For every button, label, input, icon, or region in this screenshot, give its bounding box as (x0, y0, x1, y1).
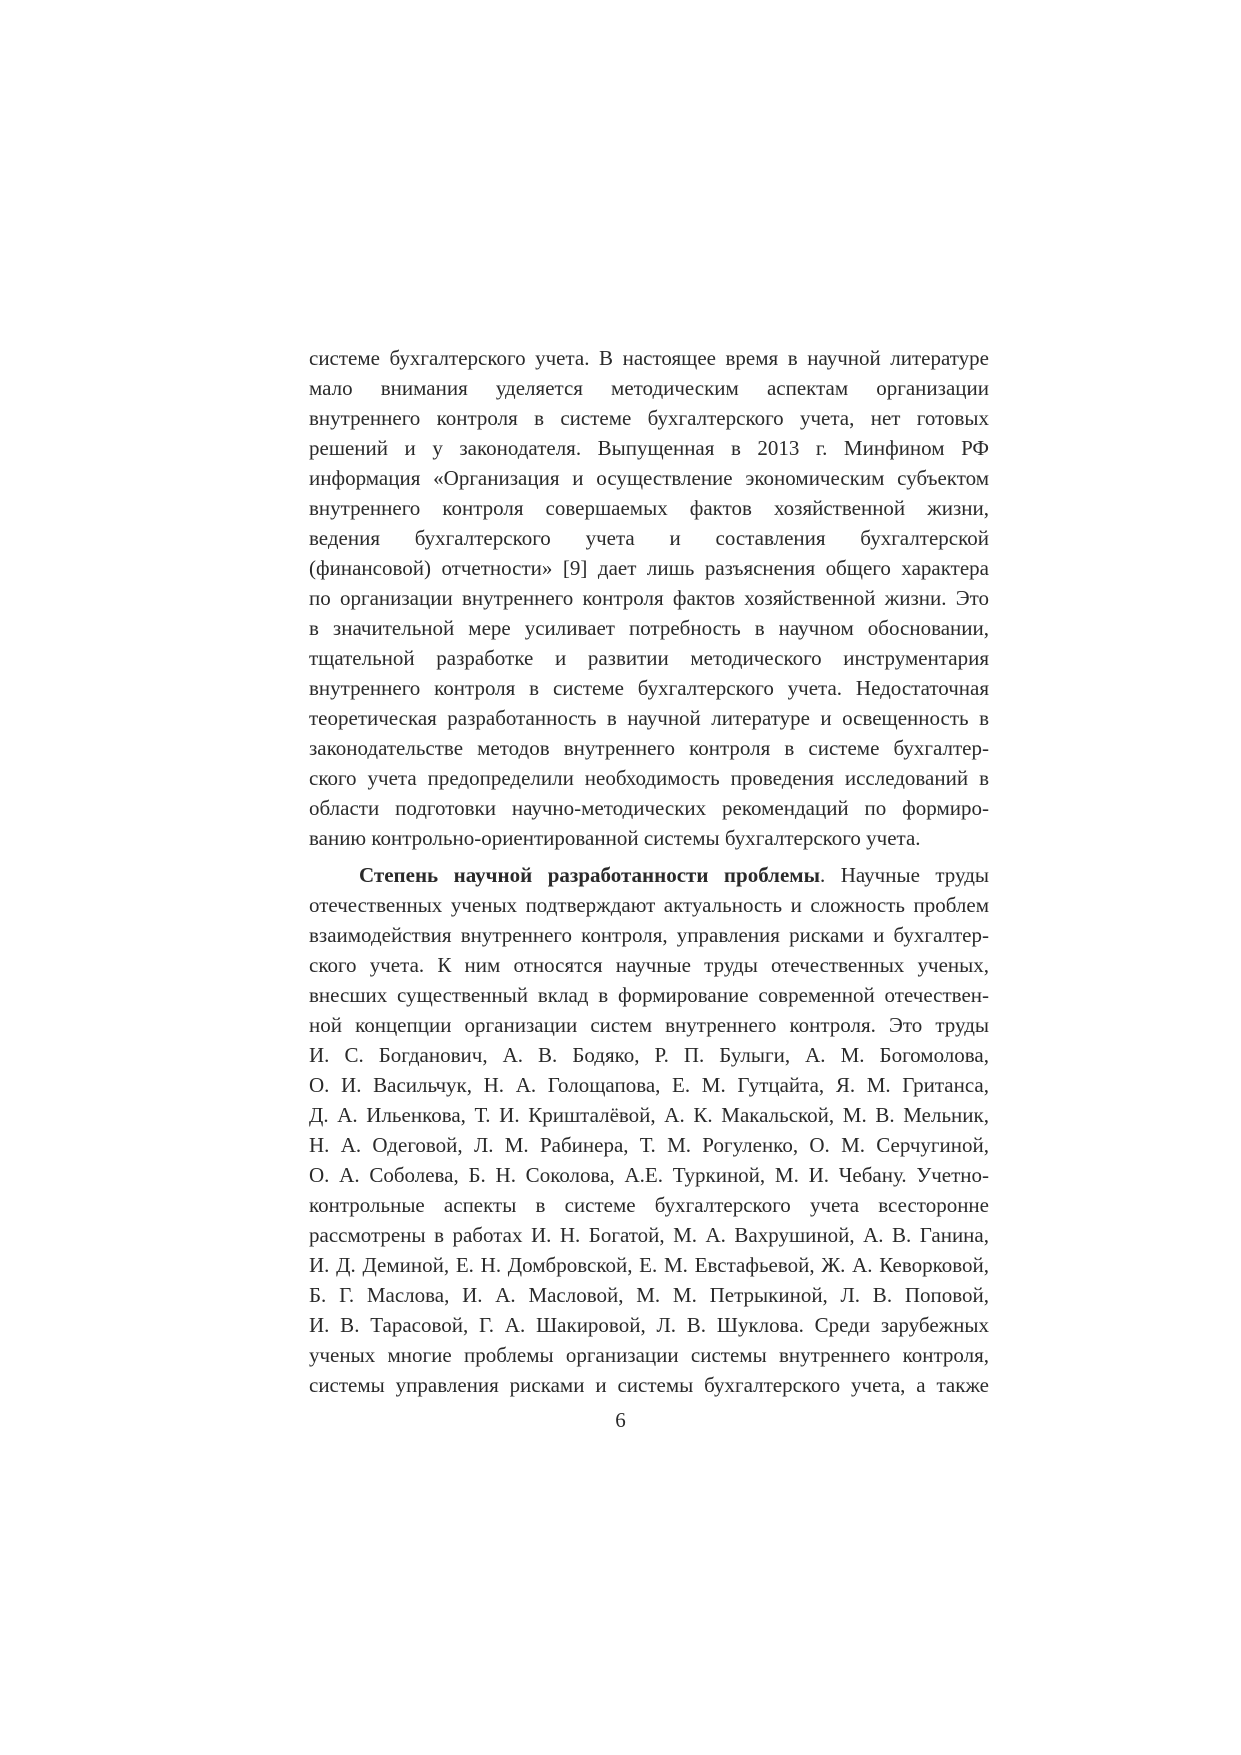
text-line: отечественных ученых подтверждают актуальность и сложность проблем (309, 893, 989, 917)
text-line: ского учета. К ним относятся научные труды отечественных ученых, (309, 953, 989, 977)
text-line: системе бухгалтерского учета. В настоящее время в научной литературе (309, 346, 989, 370)
text-line: И. С. Богданович, А. В. Бодяко, Р. П. Булыги, А. М. Богомолова, (309, 1043, 989, 1067)
body-text (309, 343, 989, 1400)
text-line: тщательной разработке и развитии методического инструментария (309, 646, 989, 670)
paragraph-1 (309, 343, 989, 853)
text-line: взаимодействия внутреннего контроля, управления рисками и бухгалтер- (309, 923, 989, 947)
text-line: И. Д. Деминой, Е. Н. Домбровской, Е. М. Евстафьевой, Ж. А. Кеворковой, (309, 1253, 989, 1277)
text-line: рассмотрены в работах И. Н. Богатой, М. А. Вахрушиной, А. В. Ганина, (309, 1223, 989, 1247)
text-line: внесших существенный вклад в формирование современной отечествен- (309, 983, 989, 1007)
paragraph-2 (309, 860, 989, 1400)
text-line: ведения бухгалтерского учета и составления бухгалтерской (309, 526, 989, 550)
text-line: внутреннего контроля в системе бухгалтерского учета, нет готовых (309, 406, 989, 430)
text-line: контрольные аспекты в системе бухгалтерского учета всесторонне (309, 1193, 989, 1217)
text-line: законодательстве методов внутреннего контроля в системе бухгалтер- (309, 736, 989, 760)
text-line: О. И. Васильчук, Н. А. Голощапова, Е. М. Гутцайта, Я. М. Гританса, (309, 1073, 989, 1097)
heading-continuation: . Научные труды (820, 863, 989, 887)
text-line: области подготовки научно-методических рекомендаций по формиро- (309, 796, 989, 820)
text-line: внутреннего контроля совершаемых фактов хозяйственной жизни, (309, 496, 989, 520)
text-line: Д. А. Ильенкова, Т. И. Кришталёвой, А. К. Макальской, М. В. Мельник, (309, 1103, 989, 1127)
text-line: И. В. Тарасовой, Г. А. Шакировой, Л. В. Шуклова. Среди зарубежных (309, 1313, 989, 1337)
text-line: внутреннего контроля в системе бухгалтерского учета. Недостаточная (309, 676, 989, 700)
text-line: ского учета предопределили необходимость проведения исследований в (309, 766, 989, 790)
text-line: ванию контрольно-ориентированной системы бухгалтерского учета. (309, 826, 921, 850)
text-line: решений и у законодателя. Выпущенная в 2013 г. Минфином РФ (309, 436, 989, 460)
text-line: системы управления рисками и системы бухгалтерского учета, а также (309, 1373, 989, 1397)
text-line: ученых многие проблемы организации системы внутреннего контроля, (309, 1343, 989, 1367)
text-line: теоретическая разработанность в научной литературе и освещенность в (309, 706, 989, 730)
text-line: Н. А. Одеговой, Л. М. Рабинера, Т. М. Рогуленко, О. М. Серчугиной, (309, 1133, 989, 1157)
section-heading: Степень научной разработанности проблемы (359, 863, 820, 887)
text-line: ной концепции организации систем внутреннего контроля. Это труды (309, 1013, 989, 1037)
text-line: в значительной мере усиливает потребность в научном обосновании, (309, 616, 989, 640)
text-line: О. А. Соболева, Б. Н. Соколова, А.Е. Туркиной, М. И. Чебану. Учетно- (309, 1163, 989, 1187)
text-line: по организации внутреннего контроля фактов хозяйственной жизни. Это (309, 586, 989, 610)
text-line: мало внимания уделяется методическим аспектам организации (309, 376, 989, 400)
text-line: (финансовой) отчетности» [9] дает лишь разъяснения общего характера (309, 556, 989, 580)
paragraph-gap (309, 853, 989, 860)
text-line-first (309, 860, 989, 890)
text-line: информация «Организация и осуществление экономическим субъектом (309, 466, 989, 490)
text-line: Б. Г. Маслова, И. А. Масловой, М. М. Петрыкиной, Л. В. Поповой, (309, 1283, 989, 1307)
page-number: 6 (615, 1408, 626, 1432)
